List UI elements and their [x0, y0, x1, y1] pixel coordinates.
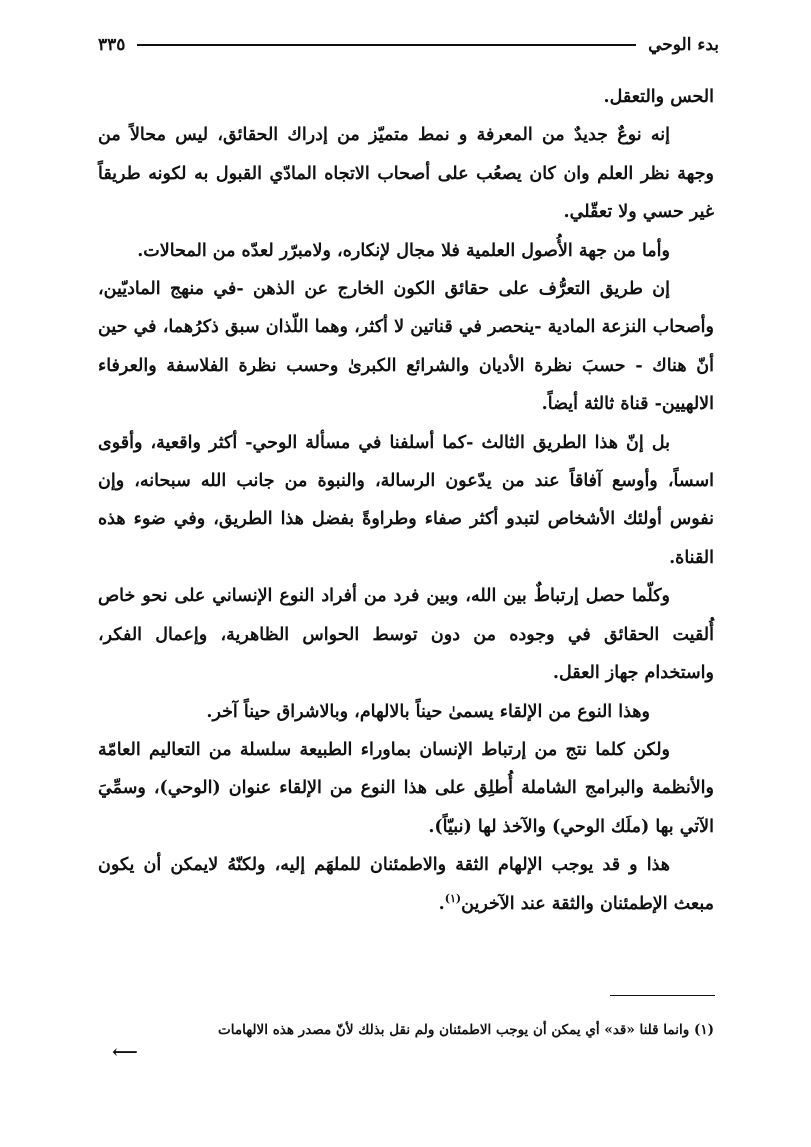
page-header — [98, 28, 719, 62]
paragraph-text: هذا و قد يوجب الإلهام الثقة والاطمئنان للملهَم إليه، ولكنّهُ لايمكن أن يكون مبعث الإطمئنان والثقة عند الآخرين — [98, 855, 714, 914]
paragraph: إنه نوعٌ جديدٌ من المعرفة و نمط متميّز من إدراك الحقائق، ليس محالاً من وجهة نظر العلم وان كان يصعُب على أصحاب الاتجاه المادّي القبول به لكونه طريقاً غير حسي ولا تعقّلي. — [98, 125, 714, 223]
paragraph: الحس والتعقل. — [603, 87, 714, 107]
paragraph: وهذا النوع من الإلقاء يسمىٰ حيناً بالالهام، وبالاشراق حيناً آخر. — [206, 701, 650, 722]
body-text — [98, 78, 714, 923]
paragraph: ولكن كلما نتج من إرتباط الإنسان بماوراء الطبيعة سلسلة من التعاليم العامّة والأنظمة والبرامج الشاملة أُطلِق على هذا النوع من الإلقاء عنوان (الوحي)، وسمِّيَ الآتي بها (ملَك الوحي) والآخذ لها (نبيّاً). — [98, 739, 714, 837]
page-number: ٣٣٥ — [98, 35, 126, 55]
header-rule — [137, 44, 636, 46]
paragraph-with-footnote-ref — [98, 846, 714, 923]
footnote-separator — [610, 995, 715, 996]
paragraph: وكلّما حصل إرتباطٌ بين الله، وبين فرد من أفراد النوع الإنساني على نحو خاص أُلقيت الحقائق في وجوده من دون توسط الحواس الظاهرية، وإعمال الفكر، واستخدام جهاز العقل. — [98, 586, 714, 684]
footnote: (١) وانما قلنا «قد» أي يمكن أن يوجب الاطمئنان ولم نقل بذلك لأنّ مصدر هذه الالهامات — [218, 1022, 714, 1038]
running-title: بدء الوحي — [648, 35, 719, 55]
continue-arrow-icon: ⟵ — [112, 1042, 138, 1063]
paragraph: بل إنّ هذا الطريق الثالث -كما أسلفنا في مسألة الوحي- أكثر واقعية، وأقوى اسساً، وأوسع آفاقاً عند من يدّعون الرسالة، والنبوة من جانب الله سبحانه، وإن نفوس أولئك الأشخاص لتبدو أكثر صفاء وطراوةً بفضل هذا الطريق، وفي ضوء هذه القناة. — [98, 432, 714, 568]
paragraph-end-period: . — [438, 893, 445, 914]
paragraph: وأما من جهة الأُصول العلمية فلا مجال لإنكاره، ولامبرّر لعدّه من المحالات. — [137, 240, 670, 261]
footnote-reference: (١) — [444, 891, 462, 905]
paragraph: إن طريق التعرُّف على حقائق الكون الخارج عن الذهن -في منهج الماديّين، وأصحاب النزعة المادية -ينحصر في قناتين لا أكثر، وهما اللّذان سبق ذكرُهما، في حين أنّ هناك - حسبَ نظرة الأديان والشرائع الكبرىٰ وحسب نظرة الفلاسفة والعرفاء الالهيين- قناة ثالثة أيضاً. — [98, 279, 714, 415]
